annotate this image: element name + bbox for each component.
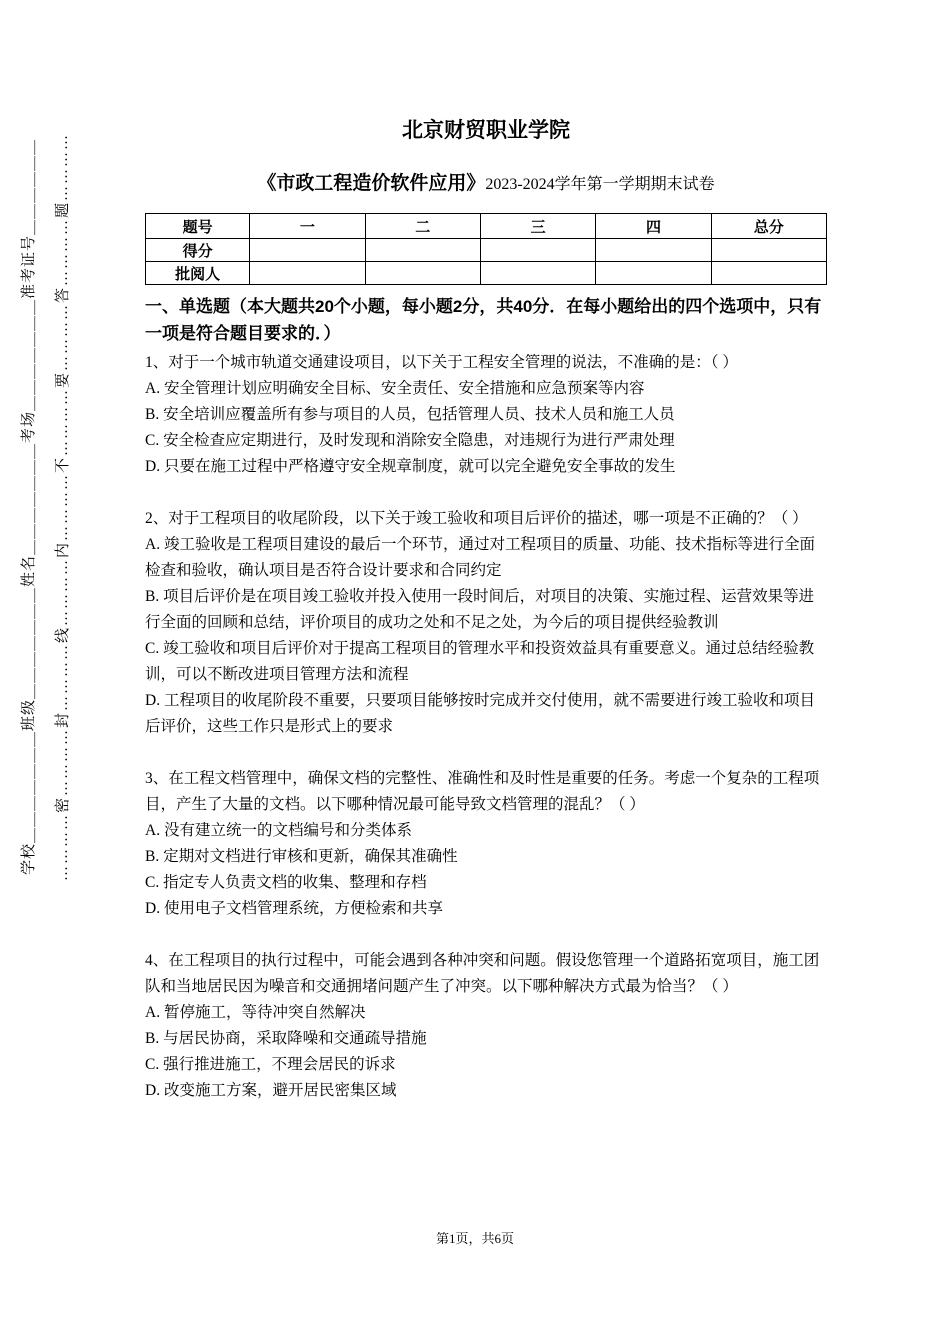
question-option-d: D. 工程项目的收尾阶段不重要，只要项目能够按时完成并交付使用，就不需要进行竣工验收和项目后评价，这些工作只是形式上的要求 xyxy=(145,692,815,735)
question-option-a: A. 暂停施工，等待冲突自然解决 xyxy=(145,1004,366,1021)
score-cell xyxy=(711,262,826,285)
page-footer: 第1页，共6页 xyxy=(435,1231,514,1246)
score-row-label: 得分 xyxy=(146,239,250,262)
question-stem: 1、对于一个城市轨道交通建设项目，以下关于工程安全管理的说法，不准确的是：（ ） xyxy=(145,354,738,371)
score-cell xyxy=(365,262,480,285)
score-cell xyxy=(480,239,595,262)
question-4 xyxy=(145,948,827,1104)
score-header-cell: 题号 xyxy=(146,214,250,239)
score-cell xyxy=(480,262,595,285)
question-option-c: C. 强行推进施工，不理会居民的诉求 xyxy=(145,1056,396,1073)
score-table xyxy=(145,213,827,285)
question-option-a: A. 安全管理计划应明确安全目标、安全责任、安全措施和应急预案等内容 xyxy=(145,380,645,397)
score-row-label: 批阅人 xyxy=(146,262,250,285)
score-cell xyxy=(365,239,480,262)
score-cell xyxy=(250,239,365,262)
question-1 xyxy=(145,350,827,480)
question-option-b: B. 项目后评价是在项目竣工验收并投入使用一段时间后，对项目的决策、实施过程、运营效果等进行全面的回顾和总结，评价项目的成功之处和不足之处，为今后的项目提供经验教训 xyxy=(145,588,815,631)
question-option-a: A. 竣工验收是工程项目建设的最后一个环节，通过对工程项目的质量、功能、技术指标等进行全面检查和验收，确认项目是否符合设计要求和合同约定 xyxy=(145,536,815,579)
section-heading: 一、单选题（本大题共20个小题，每小题2分，共40分．在每小题给出的四个选项中，只有一项是符合题目要求的．） xyxy=(145,297,822,343)
question-option-d: D. 改变施工方案，避开居民密集区域 xyxy=(145,1082,397,1099)
score-header-cell: 四 xyxy=(596,214,711,239)
question-option-b: B. 定期对文档进行审核和更新，确保其准确性 xyxy=(145,848,458,865)
question-option-c: C. 竣工验收和项目后评价对于提高工程项目的管理水平和投资效益具有重要意义。通过总结经验教训，可以不断改进项目管理方法和流程 xyxy=(145,640,815,683)
question-stem: 3、在工程文档管理中，确保文档的完整性、准确性和及时性是重要的任务。考虑一个复杂的工程项目，产生了大量的文档。以下哪种情况最可能导致文档管理的混乱？（ ） xyxy=(145,770,820,813)
seal-line-text: …………密…………封…………线…………内…………不…………要…………答…………题………… xyxy=(55,133,71,882)
question-option-a: A. 没有建立统一的文档编号和分类体系 xyxy=(145,822,412,839)
margin-student-fields: 学校＿＿＿＿＿＿＿班级＿＿＿＿＿＿＿姓名＿＿＿＿＿＿＿考场＿＿＿＿＿＿＿准考证号＿＿＿＿＿＿ xyxy=(21,139,37,876)
score-table-header-row xyxy=(146,214,827,239)
score-cell xyxy=(596,239,711,262)
score-cell xyxy=(250,262,365,285)
score-row xyxy=(146,239,827,262)
question-3 xyxy=(145,766,827,922)
question-option-b: B. 与居民协商，采取降噪和交通疏导措施 xyxy=(145,1030,427,1047)
score-header-cell: 二 xyxy=(365,214,480,239)
question-option-b: B. 安全培训应覆盖所有参与项目的人员，包括管理人员、技术人员和施工人员 xyxy=(145,406,675,423)
question-2 xyxy=(145,506,827,740)
main-content xyxy=(145,118,827,1104)
question-option-c: C. 指定专人负责文档的收集、整理和存档 xyxy=(145,874,427,891)
question-option-d: D. 只要在施工过程中严格遵守安全规章制度，就可以完全避免安全事故的发生 xyxy=(145,458,676,475)
page-title: 北京财贸职业学院 xyxy=(402,119,570,142)
question-option-c: C. 安全检查应定期进行，及时发现和消除安全隐患，对违规行为进行严肃处理 xyxy=(145,432,675,449)
question-option-d: D. 使用电子文档管理系统，方便检索和共享 xyxy=(145,900,443,917)
score-header-cell: 三 xyxy=(480,214,595,239)
question-stem: 2、对于工程项目的收尾阶段，以下关于竣工验收和项目后评价的描述，哪一项是不正确的？（ ） xyxy=(145,510,808,527)
score-cell xyxy=(596,262,711,285)
exam-session: 2023-2024学年第一学期期末试卷 xyxy=(485,176,715,193)
score-header-cell: 总分 xyxy=(711,214,826,239)
score-cell xyxy=(711,239,826,262)
course-title: 《市政工程造价软件应用》 xyxy=(257,173,486,194)
question-stem: 4、在工程项目的执行过程中，可能会遇到各种冲突和问题。假设您管理一个道路拓宽项目，施工团队和当地居民因为噪音和交通拥堵问题产生了冲突。以下哪种解决方式最为恰当？（ ） xyxy=(145,952,820,995)
score-header-cell: 一 xyxy=(250,214,365,239)
exam-subtitle xyxy=(145,172,827,197)
score-row xyxy=(146,262,827,285)
